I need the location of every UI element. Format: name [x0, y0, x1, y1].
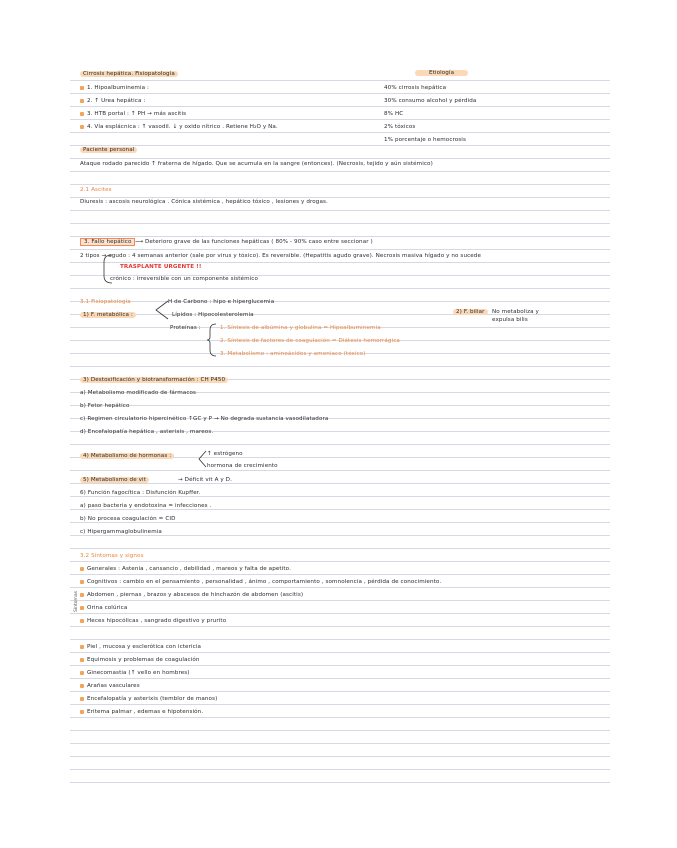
- hormonas-heading: [80, 452, 174, 460]
- bullet-icon: [80, 697, 84, 701]
- rule-line: [70, 665, 610, 666]
- f-metabolica-label: 1) F. metabólica :: [80, 312, 136, 318]
- fago-item: b) No procesa coagulación = CID: [80, 516, 176, 522]
- fallo-tipos: 2 tipos → agudo : 4 semanas anterior (sale por virus y tóxico). Es reversible. (Hepatitis agudo grave). Necrosis masiva hígado y no sucede: [80, 253, 481, 259]
- proteina-item: 1. Síntesis de albúmina y globulina = Hipoalbuminemia: [220, 325, 381, 331]
- hormonas-b: hormona de crecimiento: [207, 463, 278, 469]
- bullet-icon: [80, 671, 84, 675]
- etiologia-item: 30% consumo alcohol y pérdida: [384, 98, 477, 104]
- signo-text: Ginecomastia (↑ vello en hombres): [87, 670, 190, 676]
- rule-line: [70, 639, 610, 640]
- signo-item: [80, 643, 201, 651]
- vit-heading: [80, 476, 149, 484]
- paciente-heading: [80, 146, 137, 154]
- hc-line: H de Carbono : hipo e hiperglucemia: [168, 299, 275, 305]
- proteina-item: [220, 350, 366, 358]
- bullet-icon: [80, 606, 84, 610]
- rule-line: [70, 756, 610, 757]
- bullet-icon: [80, 580, 84, 584]
- rule-line: [70, 613, 610, 614]
- sintoma-item: [80, 591, 303, 599]
- ascites-line: Diuresis : ascosis neurológica . Cónica sistémica , hepático tóxico , lesiones y drogas.: [80, 199, 328, 205]
- signo-text: Piel , mucosa y esclerótica con ictericia: [87, 644, 201, 650]
- bullet-icon: [80, 125, 84, 129]
- hormonas-a: ↑ estrógeno: [207, 451, 243, 457]
- signo-item: [80, 682, 140, 690]
- sintoma-text: Heces hipocólicas , sangrado digestivo y prurito: [87, 618, 227, 624]
- list-item: [80, 97, 145, 105]
- rule-line: [70, 236, 610, 237]
- fisio-heading: 3.1 Fisiopatología: [80, 299, 131, 305]
- rule-line: [70, 587, 610, 588]
- bullet-icon: [80, 567, 84, 571]
- sintoma-item: [80, 578, 441, 586]
- paciente-label: Paciente personal: [80, 147, 137, 153]
- vit-desc: → Déficit vit A y D.: [178, 477, 232, 483]
- signo-text: Equimosis y problemas de coagulación: [87, 657, 200, 663]
- etiologia-label: Etiología: [415, 70, 468, 76]
- vit-label: 5) Metabolismo de vit: [80, 477, 149, 483]
- f-biliar: [453, 308, 488, 316]
- fallo-heading: [80, 238, 135, 246]
- destox-label: 3) Destoxificación y biotransformación : CH P450: [80, 377, 228, 383]
- proteina-item-text: 3. Metabolismo : aminoácidos y amoniaco (tóxico): [220, 351, 366, 357]
- rule-line: [70, 223, 610, 224]
- rule-line: [70, 132, 610, 133]
- sintoma-text: Orina colúrica: [87, 605, 128, 611]
- rule-line: [70, 249, 610, 250]
- ascites-heading: 2.1 Ascites: [80, 187, 112, 193]
- trasplante-note: TRASPLANTE URGENTE !!: [120, 264, 202, 270]
- destox-item: d) Encefalopatía hepática , asterixis , mareos.: [80, 429, 214, 435]
- rule-line: [70, 678, 610, 679]
- signo-text: Encefalopatía y asterixis (temblor de manos): [87, 696, 218, 702]
- sintoma-item: [80, 617, 226, 625]
- hormonas-label: 4) Metabolismo de hormonas :: [80, 453, 174, 459]
- signo-item: [80, 695, 217, 703]
- rule-line: [70, 769, 610, 770]
- list-item-text: 2. ↑ Urea hepática :: [87, 98, 146, 104]
- title-text: Cirrosis hepática. Fisiopatología: [80, 71, 178, 77]
- bullet-icon: [80, 593, 84, 597]
- rule-line: [70, 106, 610, 107]
- list-item: [80, 110, 186, 118]
- etiologia-item: 1% porcentaje o hemocrosis: [384, 137, 466, 143]
- etiologia-item: 2% tóxicos: [384, 124, 416, 130]
- list-item-text: 4. Vía esplácnica : ↑ vasodil. ↓ y oxido nítrico . Retiene H₂O y Na.: [87, 124, 278, 130]
- rule-line: [70, 184, 610, 185]
- signo-text: Eritema palmar , edemas e hipotensión.: [87, 709, 204, 715]
- bullet-icon: [80, 99, 84, 103]
- rule-line: [70, 158, 610, 159]
- rule-line: [70, 743, 610, 744]
- rule-line: [70, 210, 610, 211]
- bracket-icon: [100, 252, 120, 286]
- lipidos-line: Lípidos : Hipocolesterolemia: [172, 312, 254, 318]
- sintoma-item: [80, 604, 127, 612]
- rule-line: [70, 405, 610, 406]
- signo-item: [80, 656, 200, 664]
- fago-heading: 6) Función fagocítica : Disfunción Kupffer.: [80, 490, 201, 496]
- destox-heading: [80, 376, 228, 384]
- bullet-icon: [80, 684, 84, 688]
- f-biliar-label: 2) F. biliar: [453, 309, 488, 315]
- paciente-line: Ataque rodado parecido ↑ fraterna de hígado. Que se acumula en la sangre (entonces). (Necrosis, tejido y aún sistémico): [80, 161, 433, 167]
- bullet-icon: [80, 112, 84, 116]
- sintomas-heading: 3.2 Síntomas y signos: [80, 553, 144, 559]
- rule-line: [70, 80, 610, 81]
- rule-line: [70, 171, 610, 172]
- rule-line: [70, 444, 610, 445]
- rule-line: [70, 717, 610, 718]
- signo-text: Arañas vasculares: [87, 683, 140, 689]
- rule-line: [70, 574, 610, 575]
- proteinas-label: Proteínas :: [170, 325, 201, 331]
- rule-line: [70, 93, 610, 94]
- fago-item: a) paso bacteria y endotoxina = infecciones .: [80, 503, 212, 509]
- f-metabolica: [80, 311, 136, 319]
- destox-item: b) Fetor hepático: [80, 403, 130, 409]
- rule-line: [70, 288, 610, 289]
- sintomas-side-label: Síntomas: [74, 591, 79, 612]
- etiologia-heading: [415, 69, 468, 77]
- signo-item: [80, 669, 190, 677]
- f-biliar-desc: No metaboliza y expulsa bilis: [492, 309, 539, 323]
- rule-line: [70, 366, 610, 367]
- page-title: [80, 70, 178, 78]
- fallo-desc-text: Deterioro grave de las funciones hepáticas ( 80% - 90% caso entre seccionar ): [145, 239, 373, 245]
- rule-line: [70, 561, 610, 562]
- rule-line: [70, 626, 610, 627]
- rule-line: [70, 730, 610, 731]
- list-item-text: 3. HTB portal : ↑ PH → más ascitis: [87, 111, 187, 117]
- rule-line: [70, 119, 610, 120]
- proteina-item: 2. Síntesis de factores de coagulación = Diátesis hemorrágica: [220, 338, 400, 344]
- bullet-icon: [80, 710, 84, 714]
- rule-line: [70, 483, 610, 484]
- destox-item: a) Metabolismo modificado de fármacos: [80, 390, 197, 396]
- list-item: [80, 84, 149, 92]
- rule-line: [70, 145, 610, 146]
- bullet-icon: [80, 645, 84, 649]
- cronico-line: crónico : irreversible con un componente sistémico: [110, 276, 259, 282]
- etiologia-item: 40% cirrosis hepática: [384, 85, 447, 91]
- etiologia-item: 8% HC: [384, 111, 404, 117]
- sintoma-text: Generales : Astenia , cansancio , debilidad , mareos y falta de apetito.: [87, 566, 291, 572]
- rule-line: [70, 548, 610, 549]
- sintoma-item: [80, 565, 291, 573]
- list-item-text: 1. Hipoalbuminemia :: [87, 85, 150, 91]
- brace-icon: [206, 322, 220, 358]
- rule-line: [70, 691, 610, 692]
- destox-item: c) Regimen circulatorio hipercinético ↑GC y P → No degrada sustancia vasodilatadora: [80, 416, 329, 422]
- sintoma-text: Abdomen , piernas , brazos y abscesos de hinchazón de abdomen (ascitis): [87, 592, 304, 598]
- rule-line: [70, 600, 610, 601]
- rule-line: [70, 704, 610, 705]
- rule-line: [70, 782, 610, 783]
- rule-line: [70, 652, 610, 653]
- bullet-icon: [80, 658, 84, 662]
- fallo-label: 3. Fallo hepático: [80, 238, 135, 246]
- sintoma-text: Cognitivos : cambio en el pensamiento , personalidad , ánimo , comportamiento , somnolencia , pérdida de conocimiento.: [87, 579, 442, 585]
- fallo-desc: [135, 238, 373, 246]
- bullet-icon: [80, 86, 84, 90]
- signo-item: [80, 708, 203, 716]
- bullet-icon: [80, 619, 84, 623]
- fago-item: c) Hipergammaglobulinemia: [80, 529, 162, 535]
- arrow-right-icon: ⟶: [135, 239, 145, 245]
- rule-line: [70, 470, 610, 471]
- list-item: [80, 123, 278, 131]
